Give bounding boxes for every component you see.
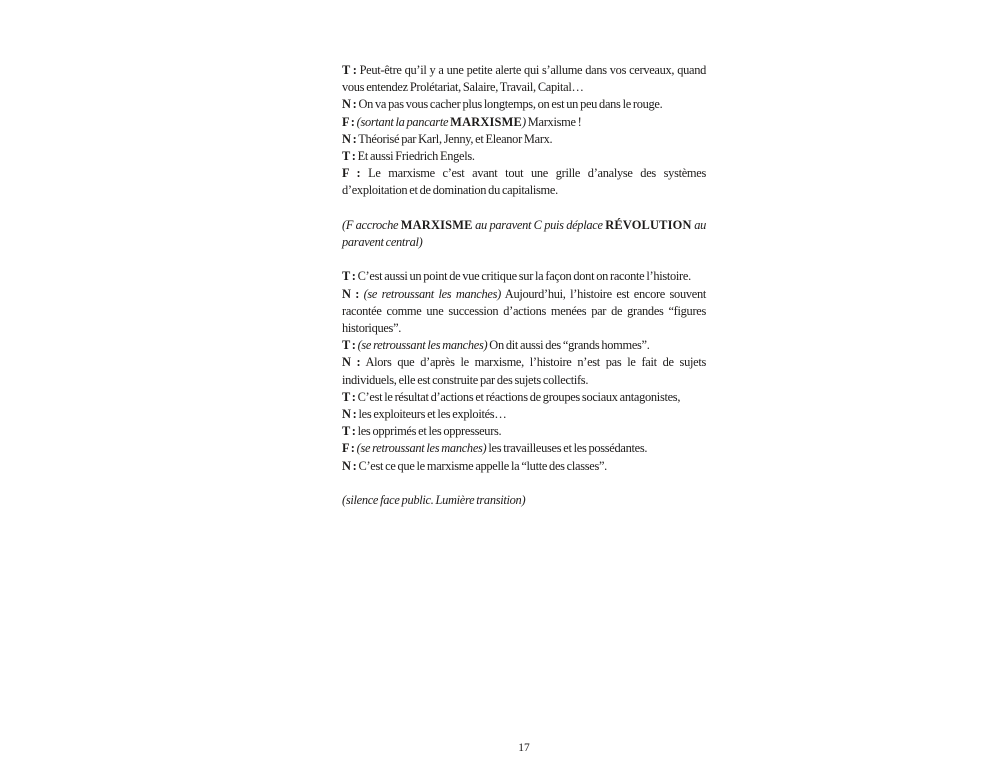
speech-text: Et aussi Friedrich Engels.: [355, 149, 475, 164]
placard-keyword: MARXISME: [400, 217, 473, 232]
speech-text: C’est le résultat d’actions et réactions de groupes sociaux antagonistes,: [355, 389, 681, 404]
speaker-label: T :: [342, 389, 356, 404]
speaker-label: F :: [342, 114, 355, 129]
speaker-label: T :: [342, 269, 356, 284]
stage-direction-text: (F accroche: [342, 217, 401, 232]
speaker-label: F :: [342, 166, 361, 181]
speech-text: On dit aussi des “grands hommes”.: [487, 338, 650, 353]
speech-text: Théorisé par Karl, Jenny, et Eleanor Marx.: [356, 131, 553, 146]
stage-direction-text: (sortant la pancarte: [356, 114, 451, 129]
speech-paragraph: [342, 423, 706, 440]
speech-paragraph: [342, 286, 706, 338]
page-number: 17: [518, 742, 530, 754]
speech-text: C’est aussi un point de vue critique sur la façon dont on raconte l’histoire.: [355, 269, 691, 284]
speaker-label: N :: [342, 407, 357, 422]
script-text-block: [342, 62, 706, 509]
speech-paragraph: [342, 389, 706, 406]
speaker-label: F :: [342, 441, 355, 456]
speaker-label: N :: [342, 97, 357, 112]
speech-paragraph: [342, 131, 706, 148]
placard-keyword: RÉVOLUTION: [605, 217, 692, 232]
stage-direction-text: (silence face public. Lumière transition): [342, 493, 526, 508]
speech-paragraph: [342, 337, 706, 354]
speaker-label: T :: [342, 424, 356, 439]
speaker-label: T :: [342, 63, 357, 77]
speech-text: Marxisme !: [525, 114, 582, 129]
speech-text: les exploiteurs et les exploités…: [356, 407, 507, 422]
placard-keyword: MARXISME: [450, 114, 522, 129]
speech-paragraph: [342, 268, 706, 285]
speech-text: les opprimés et les oppresseurs.: [355, 424, 502, 439]
speech-paragraph: [342, 62, 706, 96]
speech-paragraph: [342, 114, 706, 131]
speaker-label: T :: [342, 338, 356, 353]
speech-paragraph: [342, 148, 706, 165]
speech-text: On va pas vous cacher plus longtemps, on est un peu dans le rouge.: [356, 97, 663, 112]
stage-direction: [342, 492, 706, 509]
stage-direction: [342, 217, 706, 251]
speaker-label: N :: [342, 355, 361, 370]
stage-direction-text: ): [521, 114, 526, 129]
stage-direction-text: au paravent central): [342, 217, 706, 250]
speech-paragraph: [342, 406, 706, 423]
speech-text: Peut-être qu’il y a une petite alerte qui s’allume dans vos cerveaux, quand vous entendez Prolétariat, Salaire, Travail, Capital…: [342, 63, 706, 95]
speech-paragraph: [342, 440, 706, 457]
speech-paragraph: [342, 96, 706, 113]
speaker-label: N :: [342, 286, 360, 301]
speech-text: C’est ce que le marxisme appelle la “lutte des classes”.: [356, 458, 607, 473]
speech-text: les travailleuses et les possédantes.: [486, 441, 648, 456]
speaker-label: T :: [342, 149, 356, 164]
stage-direction-text: au paravent C puis déplace: [472, 217, 606, 232]
speech-text: Aujourd’hui, l’histoire est encore souvent racontée comme une succession d’actions menées par de grandes “figures historiques”.: [342, 286, 706, 336]
speech-paragraph: [342, 458, 706, 475]
speaker-label: N :: [342, 458, 357, 473]
speaker-label: N :: [342, 131, 357, 146]
stage-direction-text: (se retroussant les manches): [363, 286, 501, 301]
stage-direction-text: (se retroussant les manches): [356, 441, 487, 456]
stage-direction-text: (se retroussant les manches): [357, 338, 488, 353]
speech-text: Le marxisme c’est avant tout une grille d’analyse des systèmes d’exploitation et de domination du capitalisme.: [342, 166, 706, 198]
speech-text: Alors que d’après le marxisme, l’histoire n’est pas le fait de sujets individuels, elle est construite par des sujets collectifs.: [342, 355, 706, 387]
speech-paragraph: [342, 354, 706, 388]
speech-paragraph: [342, 165, 706, 199]
